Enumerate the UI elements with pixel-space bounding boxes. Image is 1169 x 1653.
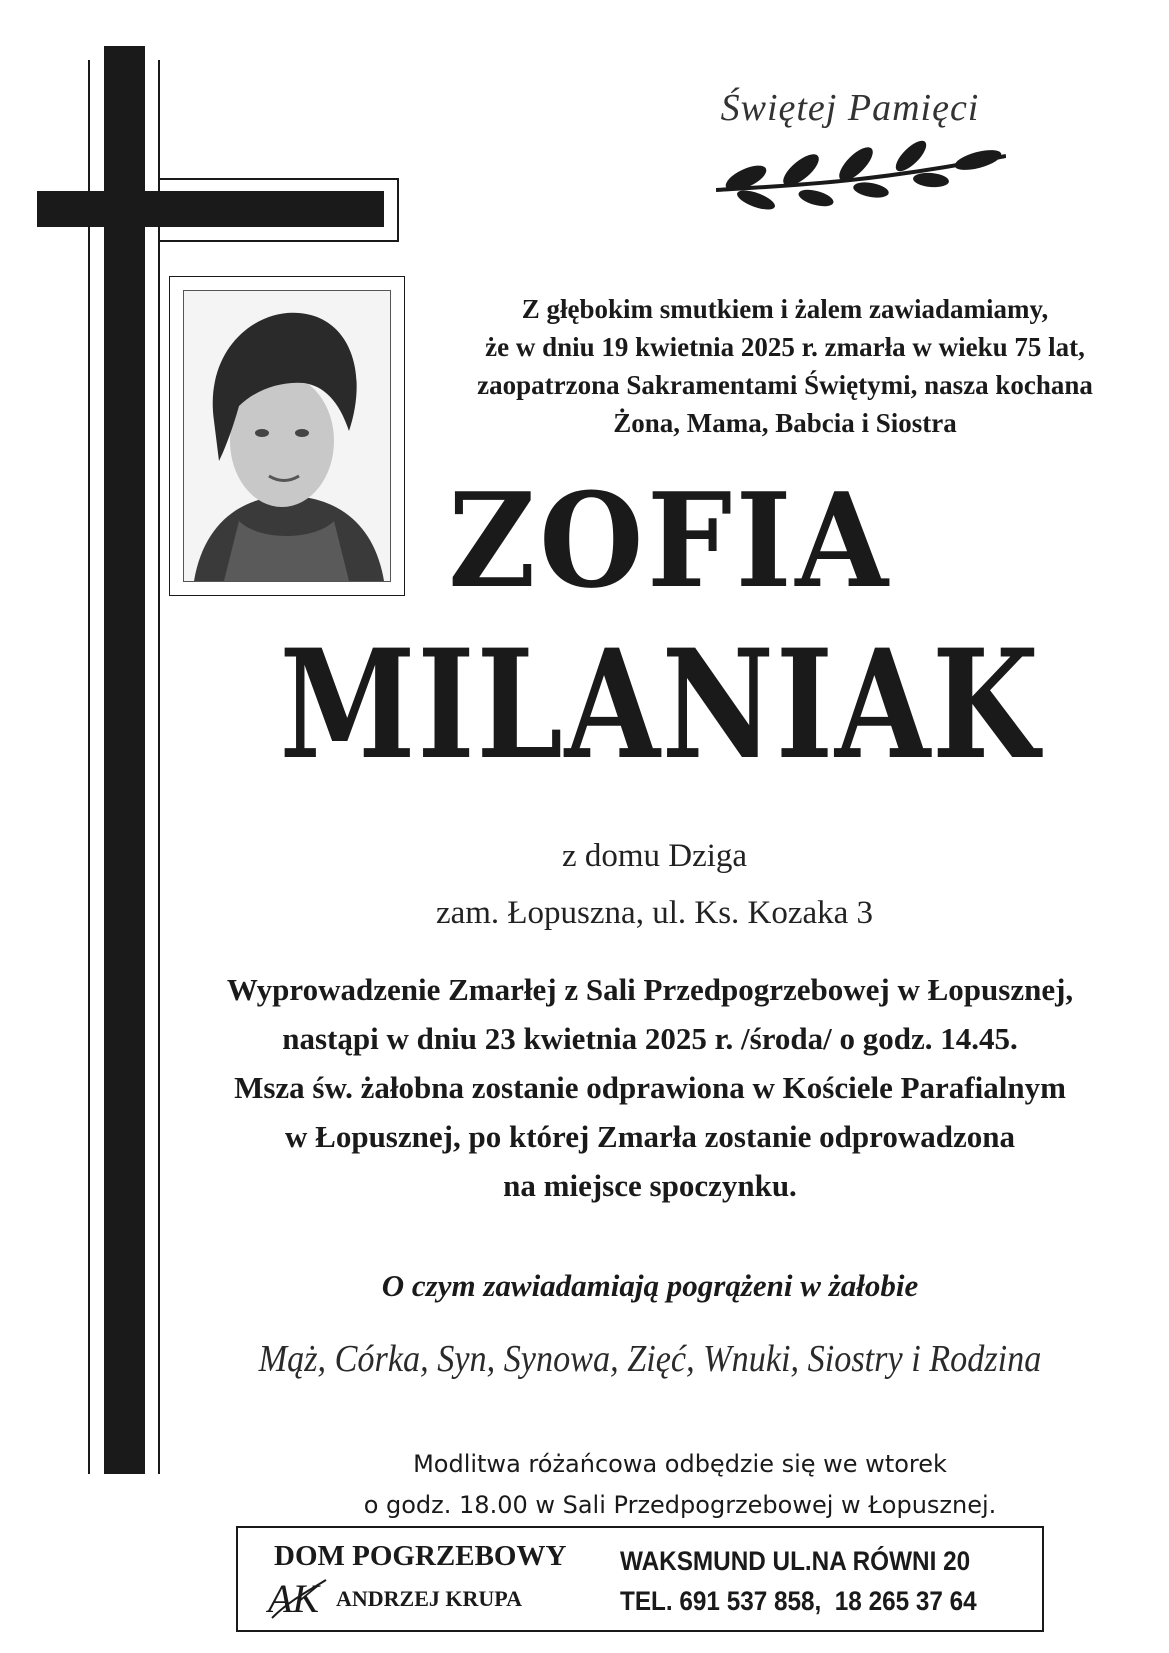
funeral-home-owner: ANDRZEJ KRUPA: [336, 1586, 522, 1611]
intro-line: Z głębokim smutkiem i żalem zawiadamiamy,: [521, 294, 1049, 324]
rosary-notice: [190, 1444, 1169, 1526]
portrait-photo: [183, 290, 391, 582]
last-name: MILANIAK: [279, 617, 1041, 793]
intro-line: Żona, Mama, Babcia i Siostra: [613, 408, 957, 438]
funeral-home-box: [236, 1526, 1044, 1632]
rosary-line: Modlitwa różańcowa odbędzie się we wtorek: [413, 1450, 947, 1478]
ceremony-info: [150, 965, 1150, 1210]
ceremony-line: w Łopusznej, po której Zmarła zostanie odprowadzona: [285, 1119, 1015, 1154]
intro-line: zaopatrzona Sakramentami Świętymi, nasza kochana: [477, 370, 1093, 400]
funeral-home-address: WAKSMUND UL.NA RÓWNI 20: [620, 1546, 971, 1576]
cross-outline: [397, 178, 399, 242]
memorial-heading: Świętej Pamięci: [720, 87, 980, 129]
olive-branch-icon: [716, 138, 1006, 210]
family-list: Mąż, Córka, Syn, Synowa, Zięć, Wnuki, Siostry i Rodzina: [258, 1338, 1042, 1380]
first-name: ZOFIA: [448, 464, 892, 617]
cross-outline: [88, 60, 90, 191]
cross-outline: [158, 178, 398, 180]
ceremony-line: na miejsce spoczynku.: [503, 1168, 797, 1203]
intro-text: [415, 290, 1155, 442]
cross-outline: [158, 60, 160, 191]
mourners-notice: O czym zawiadamiają pogrążeni w żałobie: [381, 1268, 919, 1303]
intro-line: że w dniu 19 kwietnia 2025 r. zmarła w wieku 75 lat,: [485, 332, 1085, 362]
ceremony-line: Msza św. żałobna zostanie odprawiona w Kościele Parafialnym: [234, 1070, 1066, 1105]
cross-vertical-beam: [104, 46, 145, 1474]
ceremony-line: nastąpi w dniu 23 kwietnia 2025 r. /środa/ o godz. 14.45.: [282, 1021, 1018, 1056]
logo-letters: AK: [268, 1576, 320, 1621]
funeral-home-name: DOM POGRZEBOWY: [274, 1540, 567, 1572]
cross-outline: [158, 240, 398, 242]
cross-horizontal-beam: [37, 191, 384, 227]
maiden-name: z domu Dziga: [561, 838, 748, 874]
funeral-home-logo: [266, 1572, 330, 1628]
rosary-line: o godz. 18.00 w Sali Przedpogrzebowej w Łopusznej.: [363, 1491, 997, 1519]
portrait-frame: [169, 276, 405, 596]
ceremony-line: Wyprowadzenie Zmarłej z Sali Przedpogrzebowej w Łopusznej,: [226, 972, 1074, 1007]
residence-address: zam. Łopuszna, ul. Ks. Kozaka 3: [435, 895, 874, 931]
funeral-home-phone: TEL. 691 537 858, 18 265 37 64: [620, 1586, 977, 1616]
